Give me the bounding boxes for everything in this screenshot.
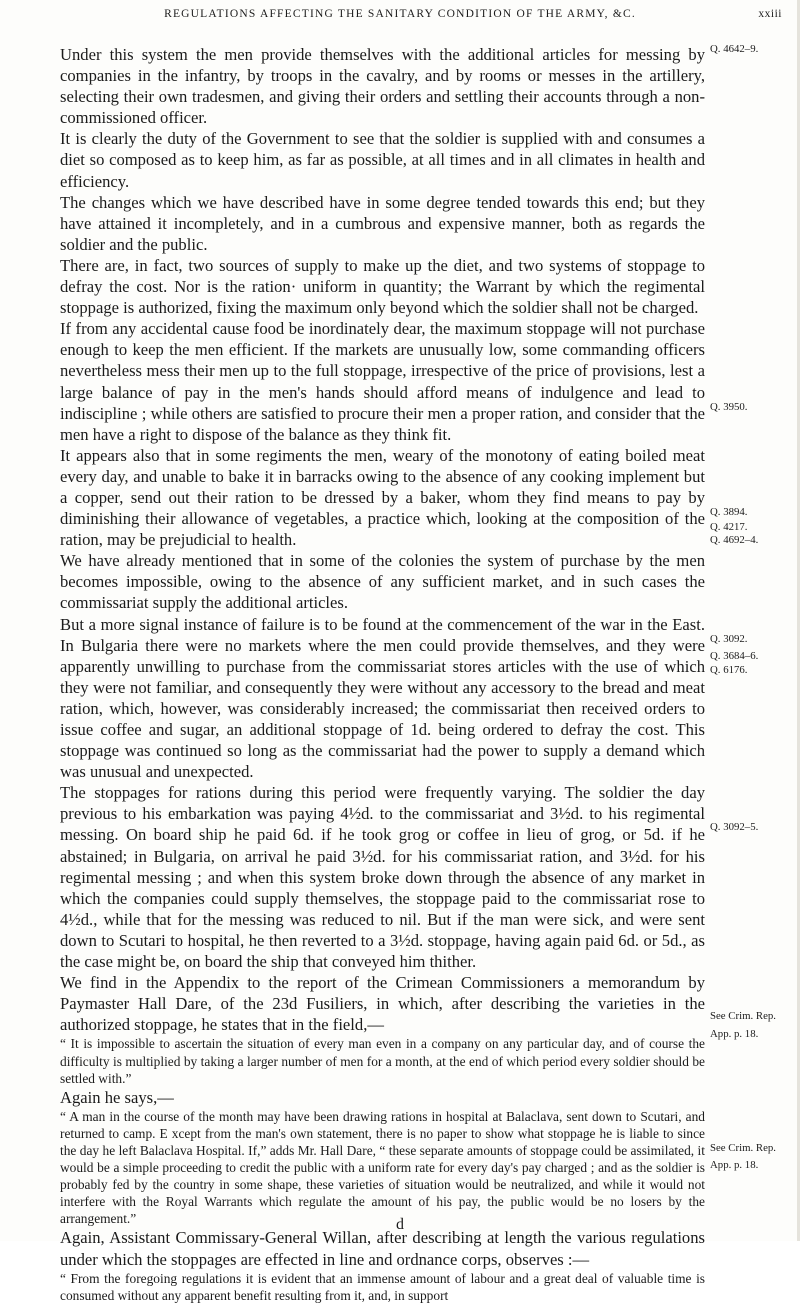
margin-note: Q. 4692–4. <box>710 534 759 546</box>
paragraph: The changes which we have described have in some degree tended towards this end; but they have attained it incompletely, and in a cumbrous and expensive manner, both as regards the soldier and the public. <box>60 192 705 254</box>
body-text <box>60 44 705 1304</box>
paragraph: If from any accidental cause food be inordinately dear, the maximum stoppage will not purchase enough to keep the men efficient. If the markets are unusually low, some commanding officers nevertheless mess their men up to the full stoppage, irrespective of the price of provisions, lest a large balance of pay in the men's hands should afford means of indulgence and lead to indiscipline ; while others are satisfied to procure their men a proper ration, and consider that the men have a right to dispose of the balance as they think fit. <box>60 319 705 444</box>
paragraph: There are, in fact, two sources of supply to make up the diet, and two systems of stoppage to defray the cost. Nor is the ration· uniform in quantity; the Warrant by which the regimental stoppage is authorized, fixing the maximum only beyond which the soldier shall not be charged. <box>60 255 705 318</box>
block-quote: “ A man in the course of the month may have been drawing rations in hospital at Balaclava, sent down to Scutari, and returned to camp. E xcept from the man's own statement, there is no paper to show what stoppage he is liable to since the day he left Balaclava Hospital. If,” adds Mr. Hall Dare, “ these separate amounts of stoppage could be assimilated, it would be a simple proceeding to credit the public with a uniform rate for every day's pay charged ; and as the soldier is probably fed by the country in some shape, these varieties of situation would be neutralized, and while it would not interfere with the Royal Warrants which regulate the amount of his pay, the public would be no losers by the arrangement.” <box>60 1108 705 1227</box>
margin-note: See Crim. Rep. <box>710 1142 776 1154</box>
margin-note: App. p. 18. <box>710 1028 759 1040</box>
margin-note: Q. 4217. <box>710 521 748 533</box>
paragraph: We have already mentioned that in some of the colonies the system of purchase by the men becomes impossible, owing to the absence of any sufficient market, and in such cases the commissariat supply the additional articles. <box>60 551 705 613</box>
running-title: REGULATIONS AFFECTING THE SANITARY CONDITION OF THE ARMY, &C. <box>164 8 636 20</box>
page-number: xxiii <box>758 8 782 20</box>
running-head <box>0 8 800 20</box>
margin-note: Q. 4642–9. <box>710 43 759 55</box>
paragraph: It appears also that in some regiments the men, weary of the monotony of eating boiled meat every day, and unable to bake it in barracks owing to the absence of any cooking implement but a copper, send out their ration to be dressed by a baker, whom they find means to pay by diminishing their allowance of vegetables, a practice which, looking at the composition of the ration, may be prejudicial to health. <box>60 445 705 550</box>
paragraph: But a more signal instance of failure is to be found at the commencement of the war in the East. In Bulgaria there were no markets where the men could provide themselves, and they were apparently unwilling to purchase from the commissariat stores articles with the use of which they were not familiar, and consequently they were without any accessory to the bread and meat ration, which, however, was considerably increased; the commissariat then received orders to issue coffee and sugar, an additional stoppage of 1d. being ordered to defray the cost. This stoppage was continued so long as the commissariat had the power to supply a demand which was unusual and unexpected. <box>60 614 705 782</box>
paragraph: Again, Assistant Commissary-General Willan, after describing at length the various regulations under which the stoppages are effected in line and ordnance corps, observes :— <box>60 1228 705 1269</box>
signature-mark: d <box>396 1216 404 1233</box>
margin-note: Q. 6176. <box>710 664 748 676</box>
margin-note: Q. 3950. <box>710 401 748 413</box>
margin-note: App. p. 18. <box>710 1159 759 1171</box>
margin-note: Q. 3684–6. <box>710 650 759 662</box>
margin-note: Q. 3092. <box>710 633 748 645</box>
block-quote: “ It is impossible to ascertain the situation of every man even in a company on any particular day, and of course the difficulty is multiplied by taking a larger number of men for a month, at the end of which period every soldier should be settled with.” <box>60 1036 705 1086</box>
margin-note: Q. 3894. <box>710 506 748 518</box>
paragraph: Again he says,— <box>60 1087 174 1107</box>
paragraph: Under this system the men provide themselves with the additional articles for messing by companies in the infantry, by troops in the cavalry, and by rooms or messes in the artillery, selecting their own tradesmen, and giving their orders and settling their accounts through a non-commissioned officer. <box>60 45 705 128</box>
margin-note: Q. 3092–5. <box>710 821 759 833</box>
block-quote: “ From the foregoing regulations it is evident that an immense amount of labour and a great deal of valuable time is consumed without any apparent benefit resulting from it, and, in support <box>60 1270 705 1303</box>
paragraph: We find in the Appendix to the report of the Crimean Commissioners a memorandum by Paymaster Hall Dare, of the 23d Fusiliers, in which, after describing the varieties in the authorized stoppage, he states that in the field,— <box>60 973 705 1035</box>
paragraph: It is clearly the duty of the Government to see that the soldier is supplied with and consumes a diet so composed as to keep him, as far as possible, at all times and in all climates in health and efficiency. <box>60 129 705 191</box>
paragraph: The stoppages for rations during this period were frequently varying. The soldier the day previous to his embarkation was paying 4½d. to the commissariat and 3½d. to his regimental messing. On board ship he paid 6d. if he took grog or coffee in lieu of grog, or 5d. if he abstained; in Bulgaria, on arrival he paid 3½d. for his commissariat ration, and 3½d. for his regimental messing ; and when this system broke down through the absence of any market in which the companies could supply themselves, the stoppage paid to the commissariat rose to 4½d., while that for the messing was reduced to nil. But if the man were sick, and were sent down to Scutari to hospital, he then reverted to a 3½d. stoppage, having again paid 6d. or 5d., as the case might be, on board the ship that conveyed him thither. <box>60 783 705 972</box>
margin-note: See Crim. Rep. <box>710 1010 776 1022</box>
